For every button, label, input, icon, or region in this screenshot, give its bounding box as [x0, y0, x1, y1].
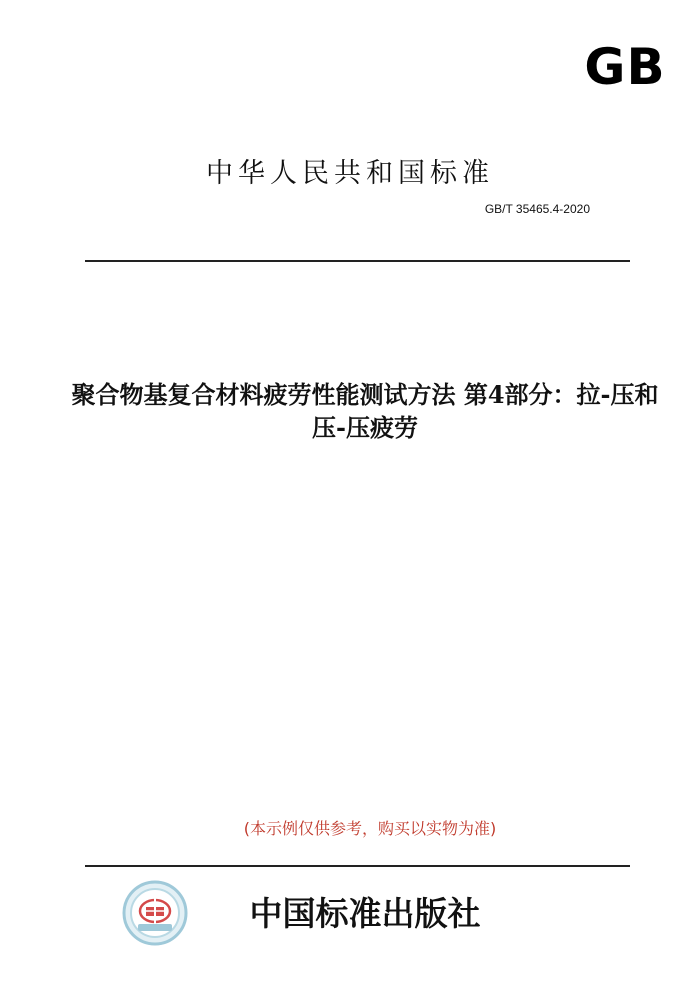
bottom-divider [85, 865, 630, 867]
publisher-name: 中国标准出版社 [249, 894, 481, 933]
document-title: 聚合物基复合材料疲劳性能测试方法 第4部分：拉-压和压-压疲劳 [71, 380, 659, 442]
sample-notice: (本示例仅供参考，购买以实物为准) [243, 819, 497, 838]
standard-number: GB/T 35465.4-2020 [484, 202, 590, 216]
publisher-seal-icon [122, 880, 188, 946]
standard-type-heading: 中华人民共和国标准 [206, 158, 494, 189]
top-divider [85, 260, 630, 262]
gb-mark: GB [584, 38, 666, 96]
